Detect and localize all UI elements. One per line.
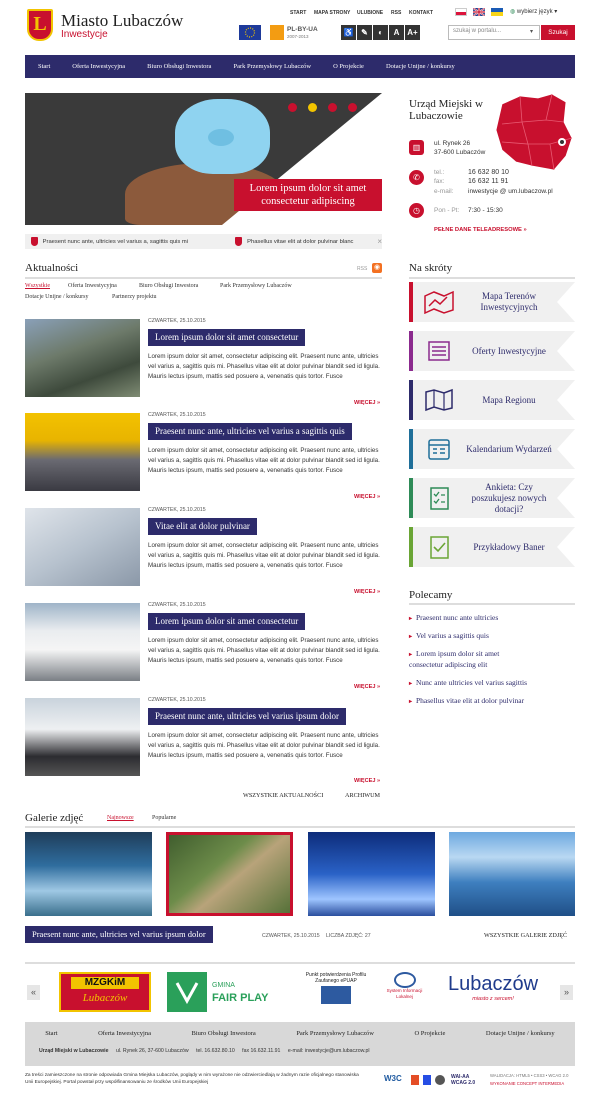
nav-item-start[interactable]: Start [38, 63, 51, 70]
lubaczow-logo-text: Lubaczów [447, 973, 539, 995]
news-body: Lorem ipsum dolor sit amet, consectetur adipiscing elit. Praesent nunc ante, ultricies vel varius a, sagittis quis mi. Phasellus vitae elit at dolor pulvinar blandit sed id ligula. Mauris lectus ipsum, mattis sed posuere a, venenatis quis tortor. Fusce [148, 637, 380, 664]
recommended-link[interactable]: ▸ Vel varius a sagittis quis [409, 631, 489, 640]
gallery-caption[interactable]: Praesent nunc ante, ultricies vel varius ipsum dolor [25, 926, 213, 943]
recommended-link[interactable]: ▸ Lorem ipsum dolor sit amet consectetur adipiscing elit [409, 649, 500, 669]
recommended-link[interactable]: ▸ Nunc ante ultricies vel varius sagittis [409, 678, 528, 687]
news-image[interactable] [25, 698, 140, 776]
slider-dot-3[interactable] [328, 103, 337, 112]
footer-street: ul. Rynek 26, 37-600 Lubaczów [115, 1048, 189, 1054]
news-date: CZWARTEK, 25.10.2015 [148, 697, 206, 703]
top-link-contact[interactable]: KONTAKT [409, 10, 434, 16]
fax-label: fax: [434, 178, 445, 185]
lubaczow-logo-tagline: miasto z sercem! [472, 996, 514, 1002]
slider-caption[interactable]: Lorem ipsum dolor sit amet consectetur adipiscing [234, 179, 382, 211]
crest-icon [31, 237, 38, 246]
nav-item-about-project[interactable]: O Projekcie [333, 63, 364, 70]
gallery-image[interactable] [308, 832, 435, 916]
slider-dot-2[interactable] [308, 103, 317, 112]
city-crest-logo[interactable]: L [27, 9, 53, 41]
footer-link-start[interactable]: Start [45, 1029, 58, 1037]
footer-tel: tel. 16.632.80.10 [196, 1048, 235, 1054]
gallery-tab-newest[interactable]: Najnowsze [107, 815, 134, 821]
footer-link-industrial-park[interactable]: Park Przemysłowy Lubaczów [296, 1029, 374, 1037]
news-title[interactable]: Lorem ipsum dolor sit amet consectetur [148, 329, 305, 346]
check-mark-icon [167, 972, 207, 1012]
news-image[interactable] [25, 603, 140, 681]
tel-label: tel.: [434, 169, 445, 176]
accessibility-icon [435, 1075, 445, 1085]
lubaczow-city-logo[interactable] [440, 972, 546, 1012]
nav-item-investment-offer[interactable]: Oferta Inwestycyjna [72, 63, 126, 70]
local-information-system-logo[interactable] [382, 972, 427, 1012]
pl-by-ua-label: PL-BY-UA [287, 25, 318, 33]
shortcut-survey[interactable] [409, 478, 575, 518]
shortcut-sample-banner[interactable] [409, 527, 575, 567]
recommended-title: Polecamy [409, 589, 453, 601]
flag-pl-icon[interactable] [455, 8, 467, 16]
rss-icon[interactable]: ◉ [373, 264, 381, 271]
arrow-right-icon: ▸ [409, 681, 413, 687]
news-image[interactable] [25, 319, 140, 397]
search-button[interactable]: Szukaj [541, 25, 575, 40]
gallery-divider [25, 826, 575, 828]
pl-by-ua-logo[interactable] [270, 25, 332, 40]
epuap-icon [321, 986, 351, 1004]
arrow-right-icon: ▸ [409, 616, 413, 622]
phone-icon: ✆ [409, 170, 424, 185]
footer-disclaimer: Za treści zamieszczone na stronie odpowiada Gmina Miejska Lubaczów, poglądy w nim wyrażone nie odzwierciedlają w żadnym razie oficjalnego stanowiska Unii Europejskiej. Portal powstał przy współfinansowaniu ze środków Unii Europejskiej [25, 1073, 359, 1085]
folded-map-icon [423, 388, 455, 412]
gmina-logo-top: GMINA [212, 982, 235, 989]
footer-email[interactable]: e-mail: inwestycje@um.lubaczow.pl [287, 1048, 370, 1054]
news-title[interactable]: Lorem ipsum dolor sit amet consectetur [148, 613, 305, 630]
poland-map-icon[interactable] [492, 92, 576, 174]
footer-link-investment-offer[interactable]: Oferta Inwestycyjna [98, 1029, 151, 1037]
document-check-icon [423, 535, 455, 559]
nav-item-industrial-park[interactable]: Park Przemysłowy Lubaczów [233, 63, 312, 70]
language-select-label: wybierz język [516, 9, 553, 15]
shortcuts-divider [409, 277, 575, 279]
partners-divider [25, 962, 575, 964]
building-icon: ▥ [409, 140, 424, 155]
sil-text: System Informacji Lokalnej [386, 988, 423, 999]
validation-text: WALIDACJA: HTML5 • CSS3 • WCAG 2.0 [490, 1073, 569, 1078]
calendar-icon [423, 437, 455, 461]
gmina-logo-bottom: FAIR PLAY [212, 992, 269, 1004]
footer-link-about-project[interactable]: O Projekcie [414, 1029, 446, 1037]
news-body: Lorem ipsum dolor sit amet, consectetur adipiscing elit. Praesent nunc ante, ultricies vel varius a, sagittis quis mi. Phasellus vitae elit at dolor pulvinar blandit sed id ligula. Mauris lectus ipsum, mattis sed posuere a, venenatis quis tortor. Fusce [148, 542, 380, 569]
sil-icon [394, 972, 416, 988]
shortcut-label: Kalendarium Wydarzeń [466, 443, 552, 454]
news-more-link[interactable]: WIĘCEJ » [354, 494, 381, 500]
footer-link-eu-grants[interactable]: Dotacje Unijne / konkursy [485, 1029, 555, 1037]
news-tab-partners[interactable]: Partnerzy projektu [112, 294, 157, 300]
hero-slider[interactable] [25, 93, 382, 225]
shortcut-investment-areas-map[interactable] [409, 282, 575, 322]
wai-aa-badge[interactable]: WAI-AA WCAG 2.0 [451, 1074, 476, 1086]
news-date: CZWARTEK, 25.10.2015 [148, 602, 206, 608]
shortcut-label: Przykładowy Baner [473, 541, 545, 552]
news-title[interactable]: Vitae elit at dolor pulvinar [148, 518, 257, 535]
site-subtitle: Inwestycje [61, 29, 108, 40]
office-fax: 16 632 11 91 [468, 178, 509, 185]
top-link-favorites[interactable]: ULUBIONE [357, 10, 384, 16]
language-select[interactable]: ◍ wybierz język ▾ [510, 9, 558, 15]
recommended-link[interactable]: ▸ Praesent nunc ante ultricies [409, 613, 499, 622]
clock-icon: ◷ [409, 203, 424, 218]
font-larger-button[interactable]: A+ [405, 25, 420, 40]
nav-item-eu-grants[interactable]: Dotacje Unijne / konkursy [385, 63, 455, 70]
slider-dot-1[interactable] [288, 103, 297, 112]
mzgkim-logo-bottom: Lubaczów [82, 992, 128, 1004]
slider-dot-4[interactable] [348, 103, 357, 112]
gallery-image-selected[interactable] [166, 832, 293, 916]
main-nav [25, 55, 575, 78]
news-date: CZWARTEK, 25.10.2015 [148, 412, 206, 418]
site-title[interactable]: Miasto Lubaczów [61, 11, 184, 30]
news-body: Lorem ipsum dolor sit amet, consectetur adipiscing elit. Praesent nunc ante, ultricies vel varius a, sagittis quis mi. Phasellus vitae elit at dolor pulvinar blandit sed id ligula. Mauris lectus ipsum, mattis sed posuere a, venenatis quis tortor. Fusce [148, 353, 380, 380]
news-body: Lorem ipsum dolor sit amet, consectetur adipiscing elit. Praesent nunc ante, ultricies vel varius a, sagittis quis mi. Phasellus vitae elit at dolor pulvinar blandit sed id ligula. Mauris lectus ipsum, mattis sed posuere a, venenatis quis tortor. Fusce [148, 447, 380, 474]
office-details-link[interactable]: PEŁNE DANE TELEADRESOWE » [434, 227, 527, 233]
ticker-close-icon[interactable]: × [377, 237, 382, 246]
gallery-photo-count: LICZBA ZDJĘĆ: 27 [326, 933, 371, 939]
recommended-divider [409, 603, 575, 605]
archive-link[interactable]: ARCHIWUM [345, 792, 381, 799]
news-tab-all[interactable]: Wszystkie [25, 283, 50, 289]
news-tab-eu-grants[interactable]: Dotacje Unijne / konkursy [25, 294, 89, 300]
news-body: Lorem ipsum dolor sit amet, consectetur adipiscing elit. Praesent nunc ante, ultricies vel varius a, sagittis quis mi. Phasellus vitae elit at dolor pulvinar blandit sed id ligula. Mauris lectus ipsum, mattis sed posuere a, venenatis quis tortor. Fusce [148, 732, 380, 759]
flag-ua-icon[interactable] [491, 8, 503, 16]
news-image[interactable] [25, 508, 140, 586]
ticker-item[interactable]: Phasellus vitae elit at dolor pulvinar blanc [247, 238, 354, 245]
office-email[interactable]: inwestycje @ um.lubaczow.pl [468, 188, 553, 195]
news-title[interactable]: Praesent nunc ante, ultricies vel varius a sagittis quis [148, 423, 352, 440]
news-section-title: Aktualności [25, 262, 79, 274]
gallery-title: Galerie zdjęć [25, 812, 84, 824]
creator-credit[interactable]: WYKONANIE CONCEPT INTERMEDIA [490, 1081, 565, 1086]
arrow-right-icon: ▸ [409, 634, 413, 640]
gmina-fair-play-logo[interactable] [167, 972, 283, 1012]
language-icon: ◍ [510, 9, 516, 15]
crest-icon [235, 237, 242, 246]
news-date: CZWARTEK, 25.10.2015 [148, 318, 206, 324]
list-icon [423, 339, 455, 363]
footer-nav [25, 1022, 575, 1044]
accessibility-contrast-button[interactable]: ◐ [373, 25, 388, 40]
top-link-start[interactable]: START [290, 10, 307, 16]
shortcut-investment-offers[interactable] [409, 331, 575, 371]
partners-prev-button[interactable]: « [27, 985, 40, 1000]
arrow-right-icon: ▸ [409, 652, 413, 658]
shortcut-events-calendar[interactable] [409, 429, 575, 469]
news-divider [25, 277, 382, 279]
office-address-2: 37-600 Lubaczów [434, 149, 486, 156]
search-dropdown-icon[interactable]: ▾ [530, 29, 534, 35]
shortcut-label: Mapa Terenów Inwestycyjnych [480, 291, 538, 312]
font-normal-button[interactable]: A [389, 25, 404, 40]
map-pin-icon [423, 290, 455, 314]
office-tel[interactable]: 16 632 80 10 [468, 169, 509, 176]
office-title: Urząd Miejski w Lubaczowie [409, 98, 483, 122]
office-hours: 7:30 - 15:30 [468, 207, 503, 214]
news-more-link[interactable]: WIĘCEJ » [354, 589, 381, 595]
ticker-item[interactable]: Praesent nunc ante, ultricies vel varius a, sagittis quis mi [42, 238, 188, 245]
arrow-right-icon: ▸ [409, 699, 413, 705]
footer-org: Urząd Miejski w Lubaczowie [39, 1048, 109, 1054]
news-more-link[interactable]: WIĘCEJ » [354, 778, 381, 784]
shortcut-label: Mapa Regionu [482, 394, 536, 405]
shortcut-region-map[interactable] [409, 380, 575, 420]
news-more-link[interactable]: WIĘCEJ » [354, 400, 381, 406]
pl-by-ua-mark-icon [270, 25, 284, 40]
shortcut-label: Oferty Inwestycyjne [472, 345, 546, 356]
footer-link-investor-office[interactable]: Biuro Obsługi Inwestora [191, 1029, 256, 1037]
mzgkim-logo-top: MZGKiM [71, 977, 139, 989]
news-tab-investor-office[interactable]: Biuro Obsługi Inwestora [139, 283, 199, 289]
search-input[interactable]: szukaj w portalu... [448, 25, 540, 40]
rss-label[interactable]: RSS [357, 266, 368, 272]
eu-flag-icon [239, 25, 261, 40]
flag-en-icon[interactable] [473, 8, 485, 16]
accessibility-contrast-pen-button[interactable]: ✎ [357, 25, 372, 40]
shortcuts-title: Na skróty [409, 262, 453, 274]
news-date: CZWARTEK, 25.10.2015 [148, 507, 206, 513]
news-image[interactable] [25, 413, 140, 491]
footer-address [25, 1044, 575, 1066]
shortcut-label: Ankieta: Czy poszukujesz nowych dotacji? [471, 481, 547, 514]
epuap-logo[interactable] [298, 972, 374, 1012]
all-galleries-link[interactable]: WSZYSTKIE GALERIE ZDJĘĆ [484, 932, 568, 939]
email-label: e-mail: [434, 188, 454, 195]
checklist-icon [423, 486, 455, 510]
hours-label: Pon - Pt: [434, 207, 460, 214]
top-link-rss[interactable]: RSS [391, 10, 402, 16]
footer-fax: fax 16.632.11.91 [242, 1048, 281, 1054]
epuap-text: Punkt potwierdzenia Profilu Zaufanego ePUAP [305, 972, 367, 984]
html5-icon [411, 1075, 419, 1085]
news-title[interactable]: Praesent nunc ante, ultricies vel varius ipsum dolor [148, 708, 346, 725]
gallery-tab-popular[interactable]: Popularne [152, 815, 177, 821]
news-ticker [25, 234, 382, 249]
office-address-1: ul. Rynek 26 [434, 140, 471, 147]
news-tab-industrial-park[interactable]: Park Przemysłowy Lubaczów [220, 283, 292, 289]
mzgkim-logo[interactable] [59, 972, 151, 1012]
w3c-icon[interactable]: W3C [384, 1074, 402, 1083]
pl-by-ua-years: 2007-2013 [287, 33, 309, 39]
accessibility-wheelchair-button[interactable]: ♿ [341, 25, 356, 40]
news-tab-investment-offer[interactable]: Oferta Inwestycyjna [68, 283, 117, 289]
nav-item-investor-office[interactable]: Biuro Obsługi Inwestora [147, 63, 212, 70]
recommended-link[interactable]: ▸ Phasellus vitae elit at dolor pulvinar [409, 696, 525, 705]
gallery-date: CZWARTEK, 25.10.2015 [262, 933, 320, 939]
gallery-image[interactable] [449, 832, 575, 916]
partners-next-button[interactable]: » [560, 985, 573, 1000]
all-news-link[interactable]: WSZYSTKIE AKTUALNOŚCI [243, 792, 324, 799]
news-more-link[interactable]: WIĘCEJ » [354, 684, 381, 690]
css3-icon [423, 1075, 431, 1085]
top-link-sitemap[interactable]: MAPA STRONY [314, 10, 351, 16]
gallery-image[interactable] [25, 832, 152, 916]
